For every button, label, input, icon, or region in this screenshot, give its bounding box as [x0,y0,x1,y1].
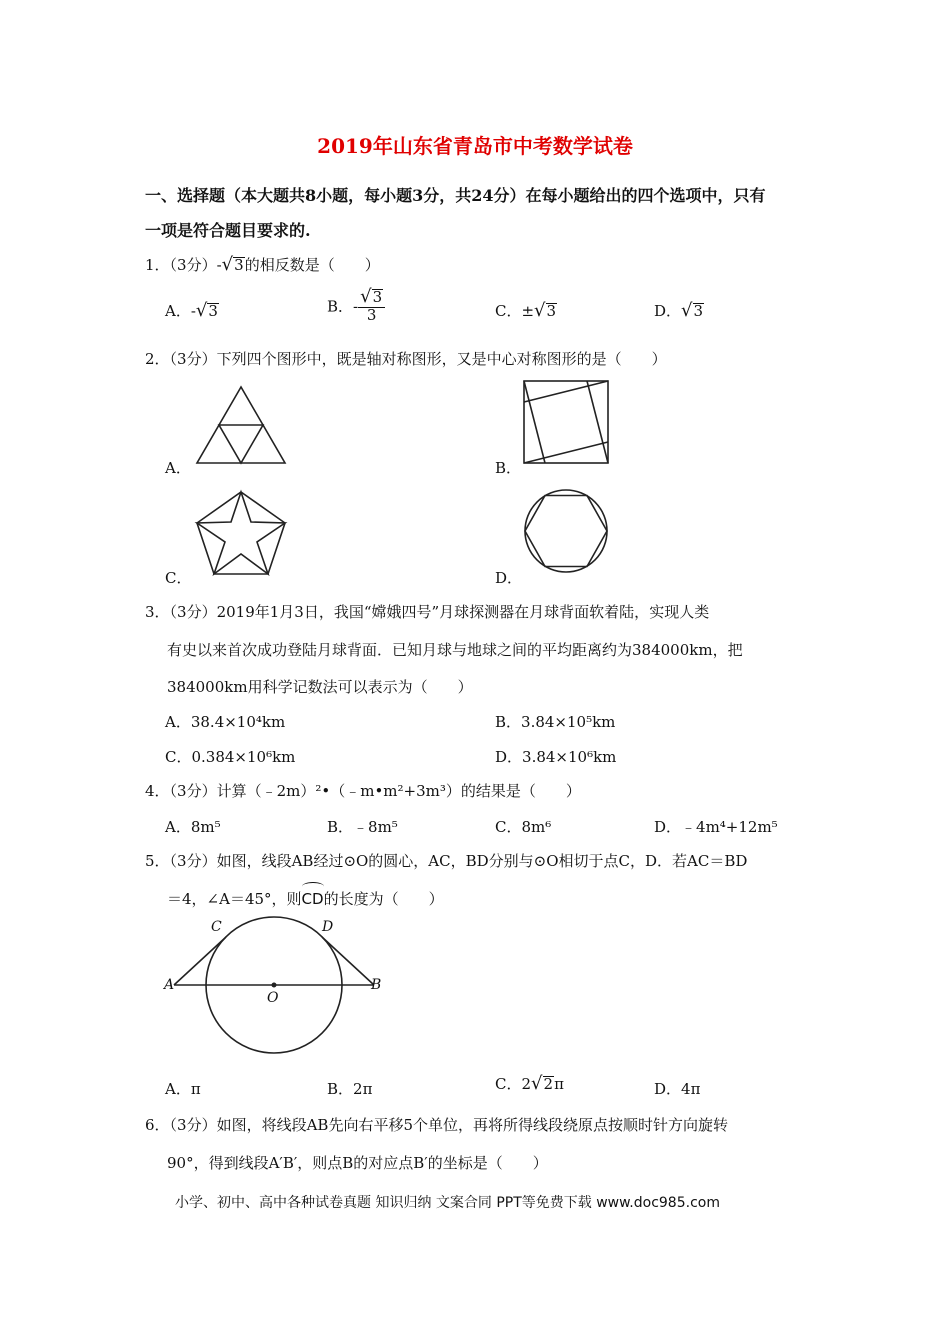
figure-circle-hexagon [524,489,608,573]
fraction [358,288,385,324]
q3-option-b: B．3.84×10⁵km [495,713,616,731]
question-4: 4．（3分）计算（﹣2m）²•（﹣m•m²+3m³）的结果是（ ） [145,782,581,800]
arc-mark [302,882,324,891]
q1-option-a-label: A．- [165,302,196,320]
section-header-line2: 一项是符合题目要求的. [145,221,311,240]
q1-option-b [327,288,385,324]
figure-pentagon-star [194,490,288,576]
q1-option-a-radicand: 3 [208,302,218,320]
question-1-radicand: 3 [234,256,244,274]
q1-option-d-label: D． [654,302,682,320]
sqrt-symbol: √ [195,300,208,321]
q1-option-b-numerator: 3 [372,288,383,306]
question-5-line2-pre: ＝4，∠A＝45°，则 [167,890,302,908]
figure-square-pinwheel [523,380,609,464]
q4-option-b: B．﹣8m⁵ [327,818,398,836]
section-header-line1: 一、选择题（本大题共8小题，每小题3分，共24分）在每小题给出的四个选项中，只有 [145,186,766,205]
question-2: 2．（3分）下列四个图形中，既是轴对称图形，又是中心对称图形的是（ ） [145,350,667,368]
q2-label-b: B． [495,459,522,477]
label-a: A [164,977,175,993]
arc-cd [302,886,324,908]
label-o: O [267,990,279,1006]
footer-text: 小学、初中、高中各种试卷真题 知识归纳 文案合同 PPT等免费下载 www.doc985.com [175,1195,720,1211]
question-1-prefix: 1．（3分）- [145,256,222,274]
label-c: C [211,919,222,935]
figure-circle-tangents [160,915,400,1055]
q3-option-c: C．0.384×10⁶km [165,748,296,766]
q1-option-b-denominator: 3 [366,305,377,324]
sqrt-symbol: √ [534,300,546,321]
q5-option-c-radicand: 2 [543,1075,554,1093]
q4-option-d: D．﹣4m⁴+12m⁵ [654,818,778,836]
sqrt-symbol: √ [681,300,693,321]
q1-option-c-label: C．± [495,302,535,320]
q5-option-b: B．2π [327,1080,373,1098]
q5-option-c-pre: C．2 [495,1075,532,1093]
q2-label-a: A． [165,459,191,477]
question-1-suffix: 的相反数是（ ） [244,256,380,274]
q2-label-d: D． [495,569,523,587]
q3-option-a: A．38.4×10⁴km [165,713,286,731]
question-6-line2: 90°，得到线段A′B′，则点B的对应点B′的坐标是（ ） [167,1154,548,1172]
question-3-line2: 有史以来首次成功登陆月球背面．已知月球与地球之间的平均距离约为384000km，把 [167,641,743,659]
question-6-line1: 6．（3分）如图，将线段AB先向右平移5个单位，再将所得线段绕原点按顺时针方向旋转 [145,1116,728,1134]
question-5-line1: 5．（3分）如图，线段AB经过⊙O的圆心，AC，BD分别与⊙O相切于点C，D．若AC＝BD [145,852,748,870]
q1-option-c [495,300,557,321]
q1-option-c-radicand: 3 [546,302,557,320]
q4-option-c: C．8m⁶ [495,818,552,836]
q1-option-d-radicand: 3 [693,302,704,320]
sqrt-symbol: √ [531,1073,543,1094]
sqrt-symbol: √ [360,286,372,307]
q5-option-c [495,1073,564,1094]
label-d: D [322,919,334,935]
q1-option-d [654,300,704,321]
question-5-line2 [167,886,444,909]
sqrt-symbol: √ [221,254,234,275]
q5-option-c-post: π [554,1075,564,1093]
page-title: 2019年山东省青岛市中考数学试卷 [317,134,633,158]
arc-label: CD [301,890,324,908]
question-3-line1: 3．（3分）2019年1月3日，我国“嫦娥四号”月球探测器在月球背面软着陆，实现人类 [145,603,710,621]
question-5-line2-post: 的长度为（ ） [323,890,444,908]
figure-triangle [195,385,287,465]
q5-option-d: D．4π [654,1080,701,1098]
q5-option-a: A．π [165,1080,201,1098]
q1-option-b-label: B．- [327,297,359,316]
question-1 [145,254,380,275]
q1-option-a [165,300,219,321]
question-3-line3: 384000km用科学记数法可以表示为（ ） [167,678,473,696]
q4-option-a: A．8m⁵ [165,818,221,836]
q3-option-d: D．3.84×10⁶km [495,748,617,766]
label-b: B [371,977,382,993]
q2-label-c: C． [165,569,192,587]
